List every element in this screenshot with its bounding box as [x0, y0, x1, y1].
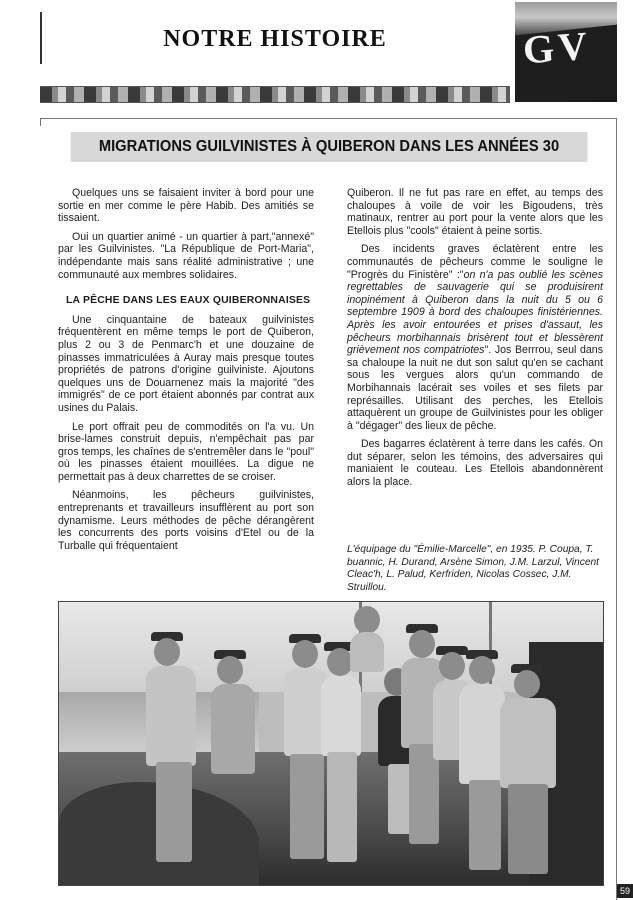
quote-text: on n'a pas oublié les scènes regrettables de sauvagerie qui se produisirent inopinément à Quiberon dans la nuit du 5 ou 6 septembre 1909 à bord des chaloupes finistériennes. Après les avoir entourées et prises d'assaut, les pêcheurs morbihannais brisèrent tout et blessèrent grièvement nos compatriotes	[347, 268, 603, 357]
page-number: 59	[617, 884, 633, 898]
crew-photo	[58, 601, 604, 886]
subheading: LA PÊCHE DANS LES EAUX QUIBERONNAISES	[66, 295, 311, 307]
frame-rule-top	[40, 118, 617, 119]
frame-rule-right	[616, 118, 617, 900]
quote-outro: ". Jos Berrrou, seul dans sa chaloupe la nuit ne dut son salut qu'en se cachant sous les vergues alors qu'un commando de Morbihannais lacérait ses voiles et ses filets par représailles. Utilisant des perches, les Etellois attaquèrent un groupe de Guilvinistes pour les obliger à "dégager" des lieux de pêche.	[347, 344, 603, 432]
text-column-left	[58, 187, 314, 558]
paragraph: Des bagarres éclatèrent à terre dans les cafés. On dut séparer, selon les témoins, des adversaires qui maniaient le couteau. Les Etellois abandonnèrent alors la place.	[347, 438, 603, 489]
frame-rule-left	[40, 118, 41, 126]
paragraph: Néanmoins, les pêcheurs guilvinistes, entreprenants et travailleurs insufflèrent au port son dynamisme. Leurs méthodes de pêche dérangèrent les concurrents des ports voisins d'Etel ou de la Turballe qui fréquentaient	[58, 489, 314, 552]
paragraph: Une cinquantaine de bateaux guilvinistes fréquentèrent en même temps le port de Quiberon, plus 2 ou 3 de Penmarc'h et une douzaine de pinasses immatriculées à Auray mais presque toutes propriétés de patrons d'origine guilviniste. Ajoutons quelques uns de Douarnenez mais la majorité "des immigrés" de ce port étaient abonnés par contrat aux usines du Palais.	[58, 313, 314, 414]
quote-intro: Des incidents graves éclatèrent entre les communautés de pêcheurs comme le souligne le "Progrès du Finistère" :"	[347, 243, 603, 281]
paragraph-quote	[347, 243, 603, 432]
gv-logo	[515, 2, 617, 102]
header-rule	[40, 12, 42, 64]
article-title: MIGRATIONS GUILVINISTES À QUIBERON DANS LES ANNÉES 30	[71, 132, 588, 162]
paragraph: Quelques uns se faisaient inviter à bord pour une sortie en mer comme le père Habib. Des amitiés se tissaient.	[58, 187, 314, 225]
header-photo-strip	[40, 86, 510, 103]
paragraph: Le port offrait peu de commodités on l'a vu. Un brise-lames construit depuis, n'empêchait pas par gros temps, les chaînes de s'entremêler dans le "poul" où les pinasses étaient mouillées. La digue ne permettait pas à deux charrettes de se croiser.	[58, 420, 314, 483]
text-column-right	[347, 187, 603, 495]
paragraph: Oui un quartier animé - un quartier à part,"annexé" par les Guilvinistes. "La République de Port-Maria", indépendante mais sans réalité administrative ; une communauté aux membres solidaires.	[58, 230, 314, 281]
paragraph: Quiberon. Il ne fut pas rare en effet, au temps des chaloupes à voile de voir les Bigoudens, très matinaux, rentrer au port pour la vente alors que les Etellois plus "cools" étaient à peine sortis.	[347, 187, 603, 237]
photo-caption: L'équipage du "Émilie-Marcelle", en 1935. P. Coupa, T. buannic, H. Durand, Arsène Simon, J.M. Larzul, Vincent Cleac'h, L. Palud, Kerfriden, Nicolas Cossec, J.M. Struillou.	[347, 544, 599, 593]
section-title: NOTRE HISTOIRE	[163, 26, 387, 52]
logo-lettering: GV	[521, 22, 593, 73]
